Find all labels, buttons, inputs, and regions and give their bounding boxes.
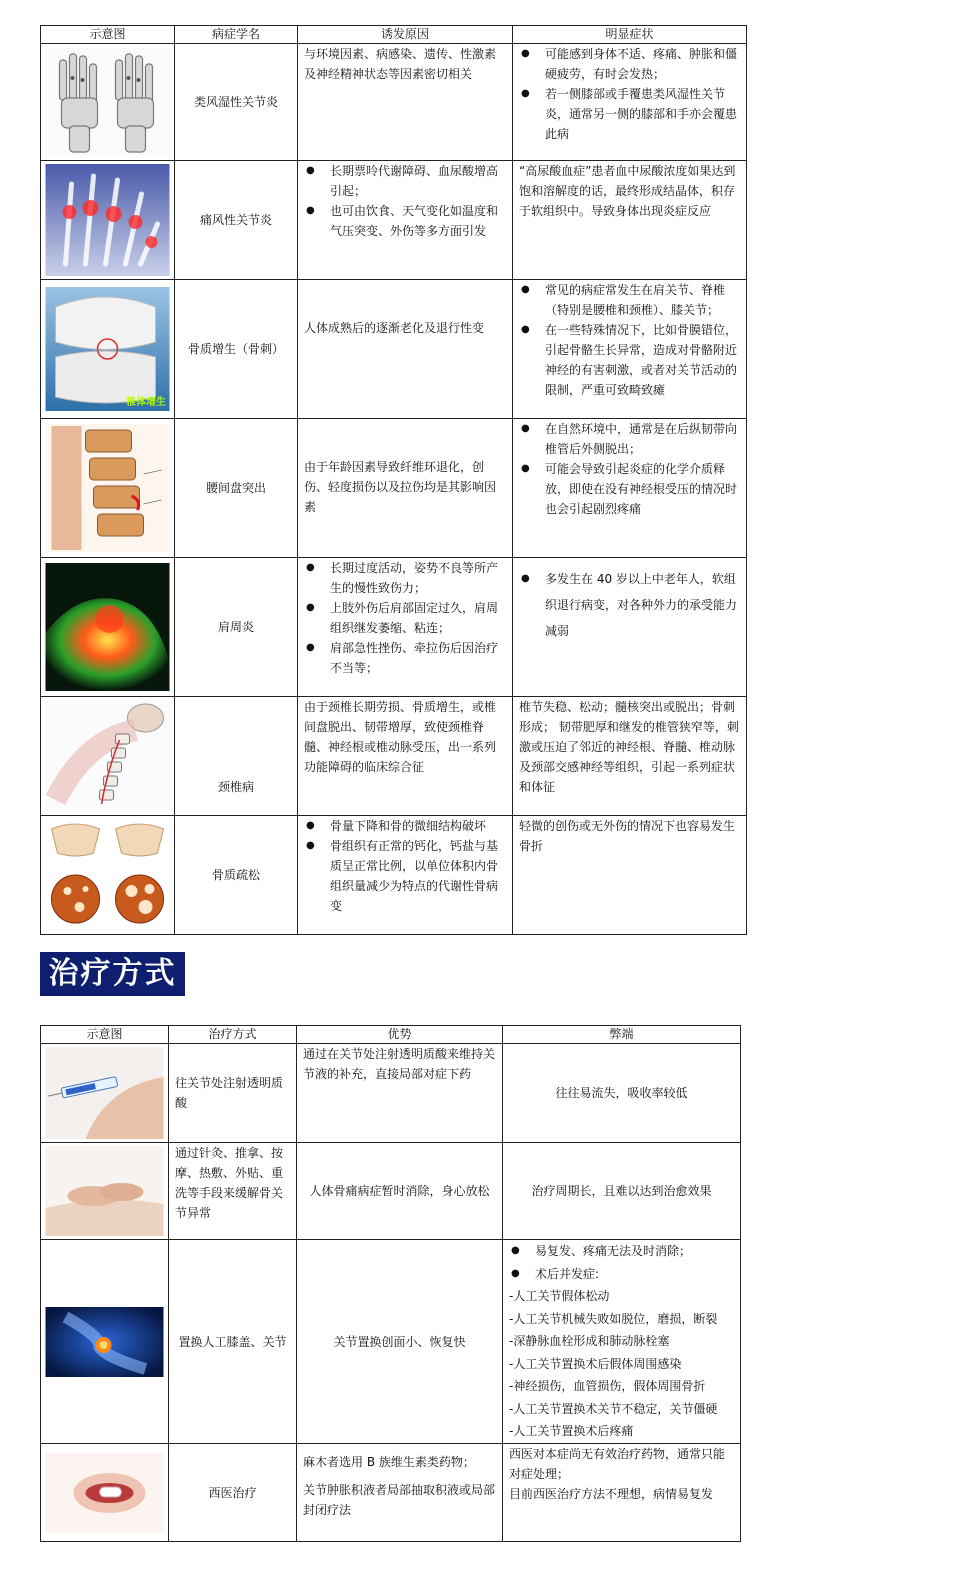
cause-list	[304, 161, 506, 241]
table-row	[41, 816, 747, 935]
image-caption: 椎体增生	[126, 397, 166, 408]
disease-name: 骨质增生（骨刺）	[175, 280, 298, 419]
complication-item: -人工关节置换术关节不稳定，关节僵硬	[509, 1401, 718, 1416]
symptom-list	[519, 566, 740, 644]
advantage-line: 关节肿胀积液者局部抽取积液或局部封闭疗法	[303, 1483, 496, 1517]
treatment-method: 通过针灸、推拿、按摩、热敷、外贴、重洗等手段来缓解骨关节异常	[169, 1143, 297, 1240]
header-disadvantage: 弊端	[503, 1026, 741, 1044]
section-title: 治疗方式	[40, 952, 185, 996]
disadvantage-line: 西医对本症尚无有效治疗药物，通常只能对症处理；	[509, 1447, 726, 1481]
disease-name: 肩周炎	[175, 558, 298, 697]
list-item: ● 在一些特殊情况下，比如骨膜错位，引起骨骼生长异常，造成对骨骼附近神经的有害刺激，或者对关节活动的限制，严重可致畸致瘫	[519, 320, 740, 400]
complication-item: -人工关节假体松动	[509, 1289, 610, 1303]
table-row	[41, 1240, 741, 1444]
table-row	[41, 1444, 741, 1542]
cervical-spine-illustration-icon	[45, 700, 170, 812]
disease-table	[40, 25, 747, 935]
disease-symptom: “高尿酸血症”患者血中尿酸浓度如果达到饱和溶解度的话，最终形成结晶体，积存于软组织中。导致身体出现炎症反应	[513, 161, 747, 280]
list-item: ● 术后并发症:	[509, 1263, 734, 1286]
massage-hands-photo-icon	[45, 1146, 164, 1236]
table-row	[41, 44, 747, 161]
list-item: ● 上肢外伤后肩部固定过久，肩周组织继发萎缩、粘连；	[304, 598, 506, 638]
list-item: ● 长期过度活动，姿势不良等所产生的慢性致伤力；	[304, 558, 506, 598]
header-image: 示意图	[41, 1026, 169, 1044]
complication-item: -神经损伤，血管损伤，假体周围骨折	[509, 1379, 706, 1393]
knee-replacement-xray-photo-icon	[45, 1307, 164, 1377]
complication-item: -深静脉血栓形成和肺动脉栓塞	[509, 1334, 670, 1348]
treatment-disadvantage: 往往易流失，吸收率较低	[503, 1044, 741, 1143]
table-row	[41, 558, 747, 697]
disease-name: 类风湿性关节炎	[175, 44, 298, 161]
header-symptom: 明显症状	[513, 26, 747, 44]
complication-item: -人工关节机械失败如脱位，磨损，断裂	[509, 1311, 718, 1326]
table-row	[41, 1044, 741, 1143]
disease-cause: 人体成熟后的逐渐老化及退行性变	[298, 280, 513, 419]
header-cause: 诱发原因	[298, 26, 513, 44]
treatment-advantage: 通过在关节处注射透明质酸来维持关节液的补充，直接局部对症下药	[297, 1044, 503, 1143]
complication-item: -人工关节置换术后疼痛	[509, 1424, 634, 1438]
header-name: 病症学名	[175, 26, 298, 44]
treatment-table-header	[41, 1026, 741, 1044]
table-row	[41, 419, 747, 558]
treatment-table	[40, 1025, 741, 1542]
table-row	[41, 161, 747, 280]
list-item: ● 多发生在 40 岁以上中老年人，软组织退行病变，对各种外力的承受能力减弱	[519, 566, 740, 644]
disease-table-header	[41, 26, 747, 44]
disease-name: 骨质疏松	[175, 816, 298, 935]
treatment-method: 西医治疗	[169, 1444, 297, 1542]
list-item: ● 也可由饮食、天气变化如温度和气压突变、外伤等多方面引发	[304, 201, 506, 241]
treatment-method: 往关节处注射透明质酸	[169, 1044, 297, 1143]
disease-symptom: 椎节失稳、松动；髓核突出或脱出；骨刺形成； 韧带肥厚和继发的椎管狭窄等，刺激或压迫了邻近的神经根、脊髓、椎动脉及颈部交感神经等组织，引起一系列症状和体征	[513, 697, 747, 816]
list-item: ● 骨量下降和骨的微细结构破坏	[304, 816, 506, 836]
pill-mouth-photo-icon	[45, 1453, 164, 1533]
header-advantage: 优势	[297, 1026, 503, 1044]
treatment-advantage: 关节置换创面小、恢复快	[297, 1240, 503, 1444]
table-row	[41, 280, 747, 419]
hand-joints-illustration-icon	[45, 48, 170, 156]
complication-item: -人工关节置换术后假体周围感染	[509, 1356, 682, 1371]
treatment-method: 置换人工膝盖、关节	[169, 1240, 297, 1444]
disease-cause: 由于年龄因素导致纤维环退化，创伤、轻度损伤以及拉伤均是其影响因素	[298, 419, 513, 558]
table-row	[41, 697, 747, 816]
disease-name: 痛风性关节炎	[175, 161, 298, 280]
disease-cause: 由于颈椎长期劳损、骨质增生，或椎间盘脱出、韧带增厚，致使颈椎脊髓、神经根或椎动脉受压，出一系列功能障碍的临床综合征	[298, 697, 513, 816]
disadvantage-line: 目前西医治疗方法不理想，病情易复发	[509, 1487, 714, 1501]
cause-list	[304, 558, 506, 678]
list-item: ● 在自然环境中，通常是在后纵韧带向椎管后外侧脱出；	[519, 419, 740, 459]
shoulder-pain-illustration-icon	[45, 563, 170, 691]
vertebra-bone-spur-illustration-icon	[45, 287, 170, 411]
injection-syringe-photo-icon	[45, 1047, 164, 1139]
symptom-list	[519, 44, 740, 144]
list-item: ● 可能感到身体不适、疼痛、肿胀和僵硬疲劳，有时会发热；	[519, 44, 740, 84]
disadvantage-list	[509, 1240, 734, 1285]
disease-name: 腰间盘突出	[175, 419, 298, 558]
advantage-line: 麻木者选用 B 族维生素类药物；	[303, 1455, 475, 1469]
list-item: ● 可能会导致引起炎症的化学介质释放，即使在没有神经根受压的情况时也会引起剧烈疼痛	[519, 459, 740, 519]
treatment-disadvantage: 治疗周期长，且难以达到治愈效果	[503, 1143, 741, 1240]
gout-hand-xray-illustration-icon	[45, 164, 170, 276]
osteoporosis-bone-illustration-icon	[45, 819, 170, 931]
list-item: ● 若一侧膝部或手覆患类风湿性关节炎，通常另一侧的膝部和手亦会覆患此病	[519, 84, 740, 144]
lumbar-disc-herniation-illustration-icon	[45, 424, 170, 552]
header-image: 示意图	[41, 26, 175, 44]
disease-name: 颈椎病	[175, 697, 298, 816]
list-item: ● 易复发、疼痛无法及时消除；	[509, 1240, 734, 1263]
list-item: ● 常见的病症常发生在肩关节、脊椎（特别是腰椎和颈椎）、膝关节；	[519, 280, 740, 320]
disease-symptom: 轻微的创伤或无外伤的情况下也容易发生骨折	[513, 816, 747, 935]
cause-list	[304, 816, 506, 916]
treatment-advantage: 人体骨痛病症暂时消除，身心放松	[297, 1143, 503, 1240]
list-item: ● 骨组织有正常的钙化，钙盐与基质呈正常比例，以单位体积内骨组织量减少为特点的代谢性骨病变	[304, 836, 506, 916]
table-row	[41, 1143, 741, 1240]
symptom-list	[519, 419, 740, 519]
header-method: 治疗方式	[169, 1026, 297, 1044]
list-item: ● 肩部急性挫伤、牵拉伤后因治疗不当等；	[304, 638, 506, 678]
list-item: ● 长期票呤代谢障碍、血尿酸增高引起；	[304, 161, 506, 201]
symptom-list	[519, 280, 740, 400]
disease-cause: 与环境因素、病感染、遗传、性激素及神经精神状态等因素密切相关	[298, 44, 513, 161]
